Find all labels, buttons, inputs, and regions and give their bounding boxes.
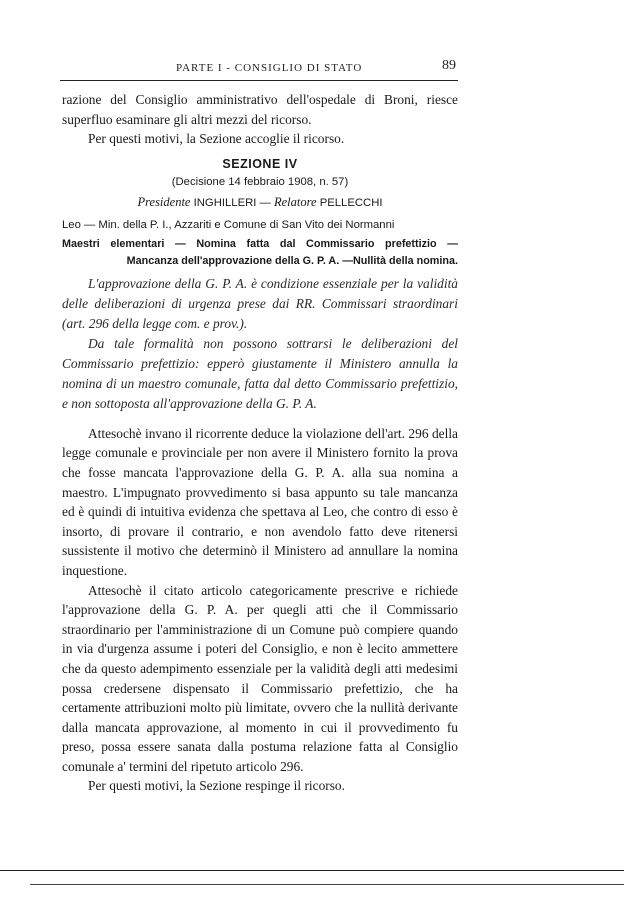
maxim-1: L'approvazione della G. P. A. è condizione essenziale per la validità delle deliberazioni di urgenza prese dai RR. Commissari straordinari (art. 296 della legge com. e prov.). bbox=[62, 275, 458, 331]
body-paragraph-3: Per questi motivi, la Sezione respinge il ricorso. bbox=[88, 778, 345, 794]
running-header bbox=[60, 56, 458, 81]
decision-reference: (Decisione 14 febbraio 1908, n. 57) bbox=[171, 175, 349, 188]
keywords-line-2: Mancanza dell'approvazione della G. P. A. —Nullità della nomina. bbox=[126, 254, 458, 267]
relatore-label: Relatore bbox=[273, 194, 317, 209]
page-number: 89 bbox=[442, 58, 456, 73]
page-body bbox=[62, 90, 458, 796]
presidente-label: Presidente bbox=[137, 194, 191, 209]
parties-line: Leo — Min. della P. I., Azzariti e Comune di San Vito dei Normanni bbox=[62, 218, 395, 231]
judges-line bbox=[62, 191, 458, 214]
keywords-line-1: Maestri elementari — Nomina fatta dal Commissario prefettizio — bbox=[62, 237, 458, 250]
paragraph-ruling-previous: Per questi motivi, la Sezione accoglie il ricorso. bbox=[88, 131, 345, 147]
relatore-name: PELLECCHI bbox=[319, 196, 383, 209]
section-title: SEZIONE IV bbox=[222, 156, 298, 171]
header-title: PARTE I - CONSIGLIO DI STATO bbox=[176, 62, 363, 74]
presidente-name: INGHILLERI bbox=[193, 196, 257, 209]
scan-edge-line bbox=[0, 870, 624, 871]
maxim-2: Da tale formalità non possono sottrarsi le deliberazioni del Commissario prefettizio: epperò giustamente il Ministero annulla la nomina di un maestro comunale, fatta dal detto Commissario prefettizio, e non sottoposta all'approvazione della G. P. A. bbox=[62, 335, 458, 411]
paragraph-continuation: razione del Consiglio amministrativo dell'ospedale di Broni, riesce superfluo esaminare gli altri mezzi del ricorso. bbox=[62, 92, 458, 127]
judges-separator: — bbox=[259, 196, 271, 209]
scan-edge-line-lower bbox=[30, 884, 624, 885]
keywords-block bbox=[62, 236, 458, 270]
body-paragraph-1: Attesochè invano il ricorrente deduce la violazione dell'art. 296 della legge comunale e provinciale per non avere il Ministero fornito la prova che fosse mancata l'approvazione della G. P. A. alla sua nomina a maestro. L'impugnato provvedimento si basa appunto su tale mancanza ed è quindi di intuitiva evidenza che spettava al Leo, che contro di esso è insorto, di provare il contrario, e non avendolo fatto deve ritenersi sussistente il motivo che determinò il Ministero ad annullare la nomina inquestione. bbox=[62, 425, 458, 578]
body-paragraph-2: Attesochè il citato articolo categoricamente prescrive e richiede l'approvazione della G. P. A. per quegli atti che il Commissario straordinario per l'amministrazione di un Comune può compiere quando in via d'urgenza assume i poteri del Consiglio, e non è lecito ammettere che da questo adempimento essenziale per la validità degli atti medesimi possa credersene dispensato il Commissario prefettizio, che ha certamente attribuzioni molto più limitate, ovvero che la nullità derivante dalla mancata approvazione, al momento in cui il provvedimento fu preso, possa essere sanata dalla postuma relazione fatta al Consiglio comunale a' termini del ripetuto articolo 296. bbox=[62, 582, 458, 774]
